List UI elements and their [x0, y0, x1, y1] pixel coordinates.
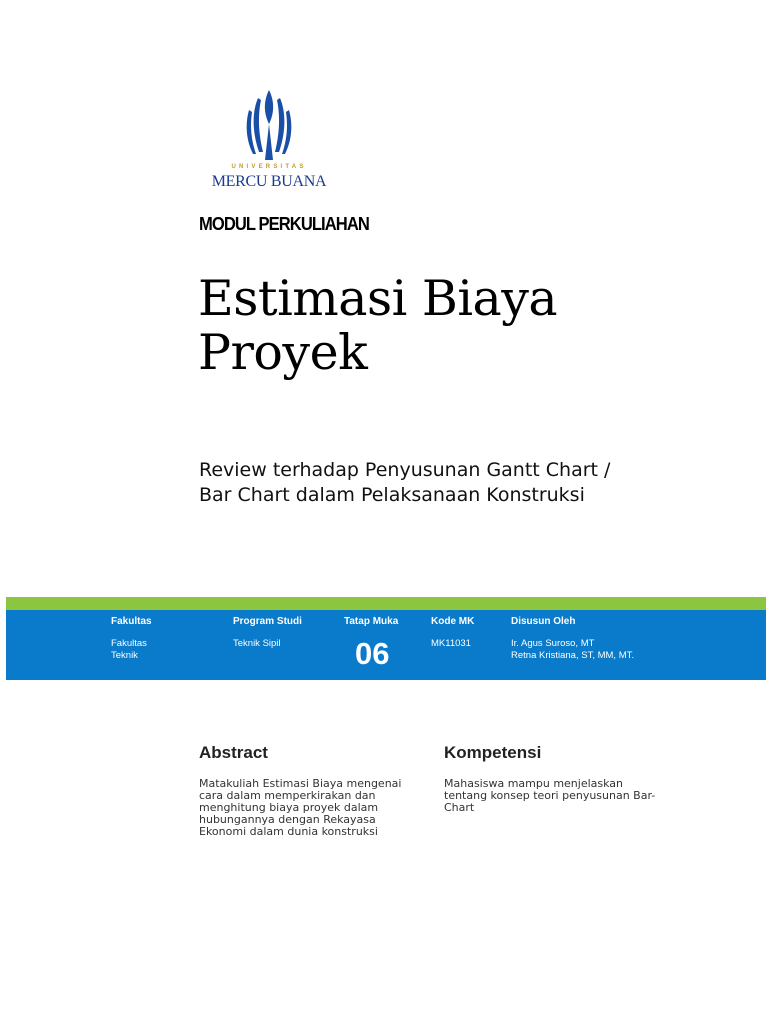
document-subtitle — [199, 458, 739, 508]
abstract-line: cara dalam memperkirakan dan — [199, 789, 376, 802]
tatap-muka-number: 06 — [355, 636, 390, 671]
kode-mk-label: Kode MK — [431, 616, 475, 627]
kode-mk-value: MK11031 — [431, 638, 471, 649]
green-accent-bar — [6, 597, 766, 610]
abstract-line: menghitung biaya proyek dalam — [199, 801, 379, 814]
disusun-oleh-label: Disusun Oleh — [511, 616, 576, 627]
fakultas-value-line-2: Teknik — [111, 650, 138, 661]
program-studi-label: Program Studi — [233, 616, 302, 627]
abstract-line: Ekonomi dalam dunia konstruksi — [199, 825, 378, 838]
fakultas-value-line-1: Fakultas — [111, 638, 147, 649]
subtitle-line-2: Bar Chart dalam Pelaksanaan Konstruksi — [199, 484, 585, 506]
author-2: Retna Kristiana, ST, MM, MT. — [511, 650, 635, 661]
abstract-heading: Abstract — [199, 743, 268, 762]
abstract-line: hubungannya dengan Rekayasa — [199, 813, 376, 826]
logo-university-name: MERCU BUANA — [211, 173, 327, 190]
fakultas-label: Fakultas — [111, 616, 152, 627]
tatap-muka-label: Tatap Muka — [344, 616, 399, 627]
logo-university-label: UNIVERSITAS — [231, 164, 307, 170]
course-info-band — [6, 610, 766, 680]
abstract-text — [199, 778, 401, 838]
author-1: Ir. Agus Suroso, MT — [511, 638, 595, 649]
document-title — [198, 272, 718, 380]
title-line-2: Proyek — [198, 324, 368, 381]
university-logo — [200, 88, 338, 196]
kompetensi-line: Mahasiswa mampu menjelaskan — [444, 777, 624, 790]
kompetensi-line: tentang konsep teori penyusunan Bar- — [444, 789, 656, 802]
kompetensi-text — [444, 778, 655, 814]
kompetensi-heading: Kompetensi — [444, 743, 542, 762]
fakultas-value — [111, 638, 147, 662]
program-studi-value: Teknik Sipil — [233, 638, 281, 649]
kompetensi-line: Chart — [444, 801, 475, 814]
modul-label: MODUL PERKULIAHAN — [199, 214, 369, 234]
abstract-line: Matakuliah Estimasi Biaya mengenai — [199, 777, 402, 790]
title-line-1: Estimasi Biaya — [198, 270, 558, 327]
flame-logo-icon — [244, 88, 294, 162]
subtitle-line-1: Review terhadap Penyusunan Gantt Chart / — [199, 459, 611, 481]
disusun-oleh-value — [511, 638, 634, 662]
